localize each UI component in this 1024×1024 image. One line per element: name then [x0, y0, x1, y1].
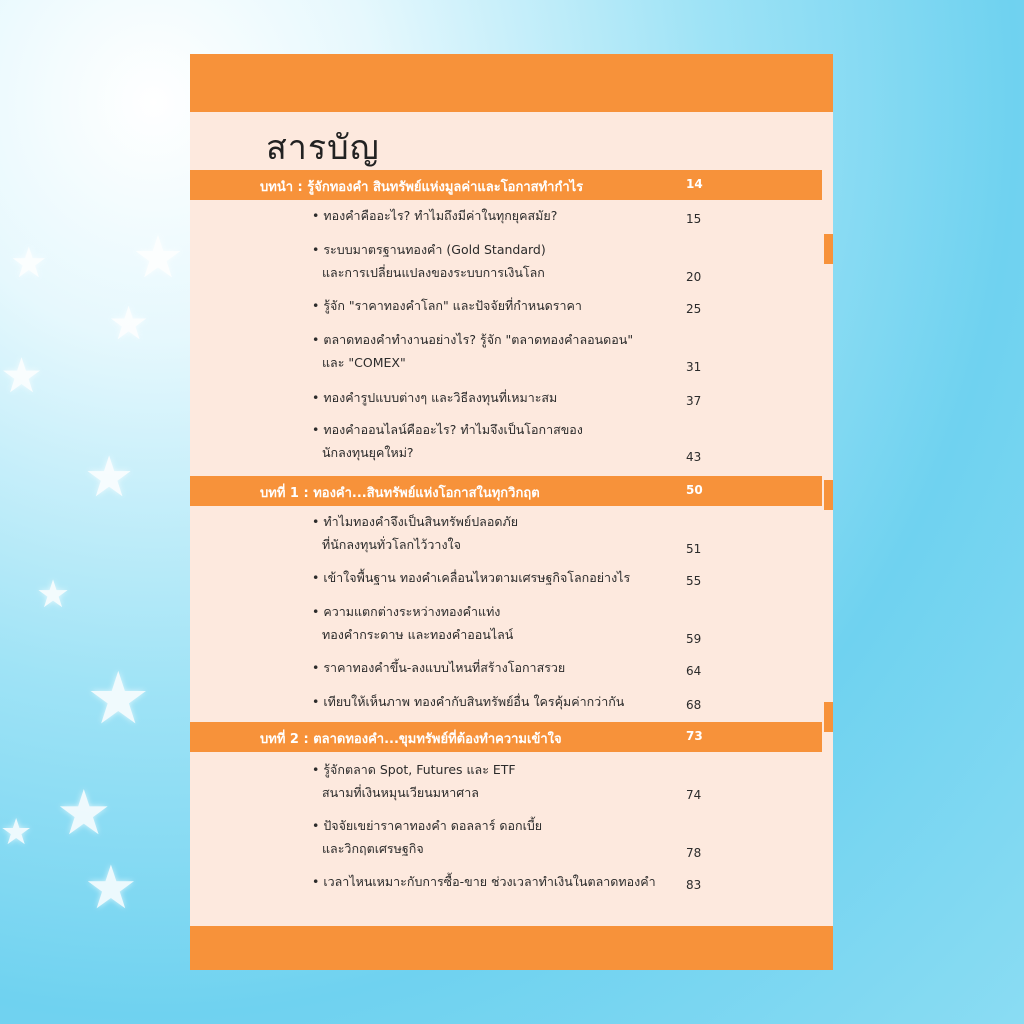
entry-text: และ "COMEX" — [322, 355, 406, 370]
star-icon: ★ — [0, 812, 33, 853]
toc-entry — [312, 760, 712, 806]
entry-text: ทองคำกระดาษ และทองคำออนไลน์ — [322, 627, 514, 642]
entry-page-number: 37 — [686, 394, 702, 408]
star-icon: ★ — [10, 238, 48, 287]
toc-page — [190, 54, 833, 970]
entry-page-number: 78 — [686, 846, 702, 860]
toc-entry — [312, 330, 712, 376]
star-icon: ★ — [0, 348, 44, 404]
toc-entry — [312, 206, 712, 229]
chapter-page-number: 50 — [686, 483, 703, 497]
chapter-header — [190, 170, 822, 200]
toc-entry — [312, 240, 712, 286]
toc-entry — [312, 602, 712, 648]
entry-page-number: 15 — [686, 212, 702, 226]
chapter-title: บทที่ 2 : ตลาดทองคำ...ขุมทรัพย์ที่ต้องทำความเข้าใจ — [260, 732, 562, 747]
toc-entry — [312, 872, 712, 895]
star-icon: ★ — [108, 296, 150, 350]
entry-page-number: 64 — [686, 664, 702, 678]
entry-page-number: 59 — [686, 632, 702, 646]
entry-text: • รู้จัก "ราคาทองคำโลก" และปัจจัยที่กำหนดราคา — [312, 298, 582, 313]
entry-text: • ราคาทองคำขึ้น-ลงแบบไหนที่สร้างโอกาสรวย — [312, 660, 566, 675]
star-icon: ★ — [36, 572, 71, 616]
entry-text: • ทองคำคืออะไร? ทำไมถึงมีค่าในทุกยุคสมัย? — [312, 208, 558, 223]
chapter-title: บทที่ 1 : ทองคำ...สินทรัพย์แห่งโอกาสในทุกวิกฤต — [260, 486, 540, 501]
top-band — [190, 54, 833, 112]
page-edge-tab — [824, 234, 833, 264]
entry-page-number: 83 — [686, 878, 702, 892]
toc-entry — [312, 388, 712, 411]
toc-entry — [312, 658, 712, 681]
entry-page-number: 43 — [686, 450, 702, 464]
toc-entry — [312, 420, 712, 466]
toc-entry — [312, 692, 712, 715]
entry-page-number: 31 — [686, 360, 702, 374]
star-icon: ★ — [84, 445, 135, 510]
page-edge-tab — [824, 480, 833, 510]
toc-entry — [312, 296, 712, 319]
page-title: สารบัญ — [266, 128, 380, 168]
bottom-band — [190, 926, 833, 970]
entry-text: • เข้าใจพื้นฐาน ทองคำเคลื่อนไหวตามเศรษฐกิจโลกอย่างไร — [312, 570, 631, 585]
entry-text: • ปัจจัยเขย่าราคาทองคำ ดอลลาร์ ดอกเบี้ย — [312, 818, 543, 833]
star-icon: ★ — [56, 776, 112, 849]
entry-text: • ทำไมทองคำจึงเป็นสินทรัพย์ปลอดภัย — [312, 514, 519, 529]
entry-text: ที่นักลงทุนทั่วโลกไว้วางใจ — [322, 537, 461, 552]
entry-text: นักลงทุนยุคใหม่? — [322, 445, 414, 460]
entry-page-number: 74 — [686, 788, 702, 802]
toc-entry — [312, 512, 712, 558]
entry-text: • ระบบมาตรฐานทองคำ (Gold Standard) — [312, 242, 546, 257]
entry-text: และการเปลี่ยนแปลงของระบบการเงินโลก — [322, 265, 545, 280]
toc-entry — [312, 568, 712, 591]
star-icon: ★ — [86, 656, 151, 740]
chapter-title: บทนำ : รู้จักทองคำ สินทรัพย์แห่งมูลค่าและโอกาสทำกำไร — [260, 180, 584, 195]
entry-text: • ทองคำออนไลน์คืออะไร? ทำไมจึงเป็นโอกาสของ — [312, 422, 583, 437]
entry-page-number: 68 — [686, 698, 702, 712]
entry-page-number: 25 — [686, 302, 702, 316]
entry-page-number: 55 — [686, 574, 702, 588]
star-icon: ★ — [132, 223, 184, 291]
entry-page-number: 20 — [686, 270, 702, 284]
chapter-page-number: 14 — [686, 177, 703, 191]
chapter-page-number: 73 — [686, 729, 703, 743]
entry-text: • ทองคำรูปแบบต่างๆ และวิธีลงทุนที่เหมาะสม — [312, 390, 558, 405]
entry-text: สนามที่เงินหมุนเวียนมหาศาล — [322, 785, 479, 800]
entry-text: • รู้จักตลาด Spot, Futures และ ETF — [312, 762, 516, 777]
page-edge-tab — [824, 702, 833, 732]
star-icon: ★ — [84, 853, 138, 923]
entry-text: • ตลาดทองคำทำงานอย่างไร? รู้จัก "ตลาดทองคำลอนดอน" — [312, 332, 634, 347]
entry-text: • เทียบให้เห็นภาพ ทองคำกับสินทรัพย์อื่น ใครคุ้มค่ากว่ากัน — [312, 694, 625, 709]
entry-text: • ความแตกต่างระหว่างทองคำแท่ง — [312, 604, 501, 619]
chapter-header — [190, 476, 822, 506]
entry-page-number: 51 — [686, 542, 702, 556]
entry-text: และวิกฤตเศรษฐกิจ — [322, 841, 424, 856]
toc-entry — [312, 816, 712, 862]
chapter-header — [190, 722, 822, 752]
entry-text: • เวลาไหนเหมาะกับการซื้อ-ขาย ช่วงเวลาทำเงินในตลาดทองคำ — [312, 874, 656, 889]
